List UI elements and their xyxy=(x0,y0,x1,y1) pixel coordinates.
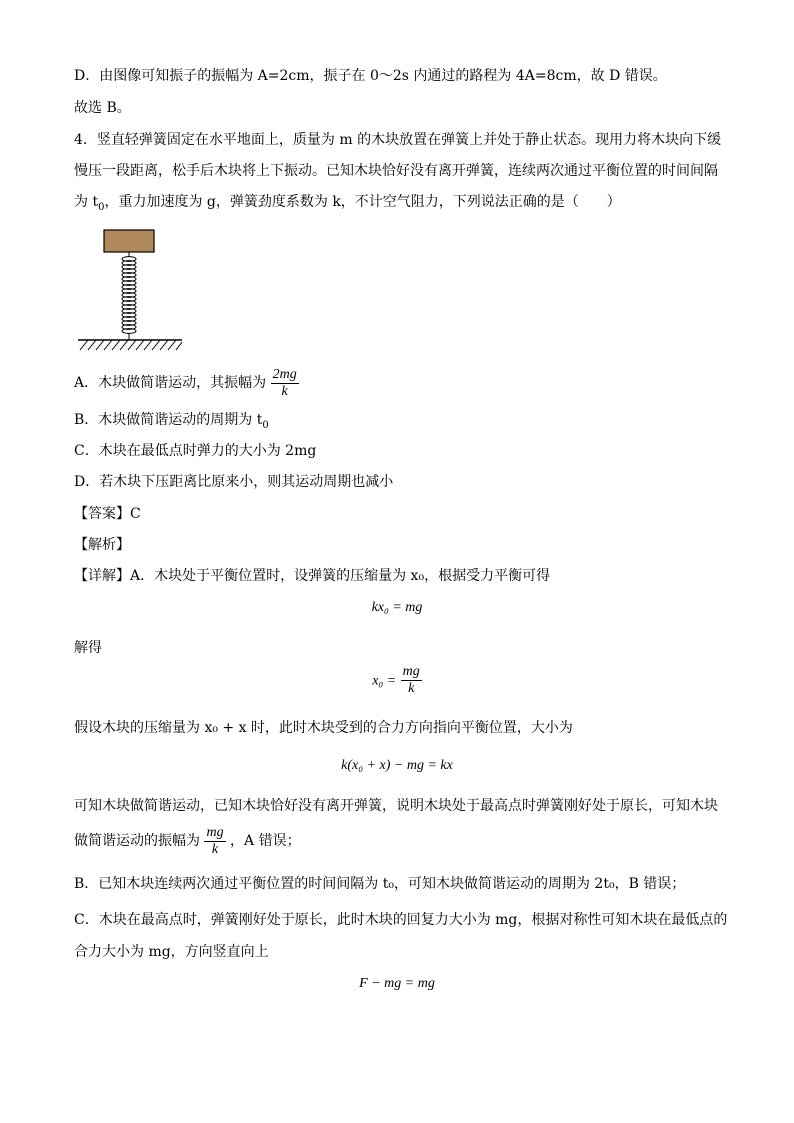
known-line-1: 可知木块做简谐运动，已知木块恰好没有离开弹簧，说明木块处于最高点时弹簧刚好处于原长，可知木块 xyxy=(74,798,718,814)
option-a-fraction xyxy=(271,367,299,400)
option-a-numerator: 2mg xyxy=(272,366,297,382)
eq2-left: x₀ = xyxy=(372,673,397,689)
assume-line: 假设木块的压缩量为 x₀ + x 时，此时木块受到的合力方向指向平衡位置，大小为 xyxy=(74,720,573,736)
option-a xyxy=(74,364,299,402)
q4-line3-a: 为 t xyxy=(74,194,99,210)
known2-denominator: k xyxy=(211,841,219,857)
eq2-denominator: k xyxy=(408,681,415,696)
analysis-label: 【解析】 xyxy=(74,537,130,553)
option-d: D．若木块下压距离比原来小，则其运动周期也减小 xyxy=(74,474,394,490)
equation-4: F − mg = mg xyxy=(359,976,435,991)
question-4-line-1: 4．竖直轻弹簧固定在水平地面上，质量为 m 的木块放置在弹簧上并处于静止状态。现用力将木块向下缓 xyxy=(74,132,722,148)
option-b-sub: 0 xyxy=(262,419,269,431)
ground-hatching xyxy=(78,340,182,350)
question-4-line-2: 慢压一段距离，松手后木块将上下振动。已知木块恰好没有离开弹簧，连续两次通过平衡位置的时间间隔 xyxy=(74,163,718,179)
known2-numerator: mg xyxy=(206,824,224,840)
known2-a: 做简谐运动的振幅为 xyxy=(74,833,200,849)
option-a-denominator: k xyxy=(281,383,288,399)
eq2-fraction xyxy=(401,664,422,697)
known2-b: ，A 错误； xyxy=(230,833,301,849)
choose-statement: 故选 B。 xyxy=(74,100,131,116)
known-line-2 xyxy=(74,822,301,860)
spring-block-figure xyxy=(78,228,188,353)
wood-block xyxy=(104,230,154,252)
solve-label: 解得 xyxy=(74,640,102,656)
c-explanation-line-1: C．木块在最高点时，弹簧刚好处于原长，此时木块的回复力大小为 mg，根据对称性可知木块在最低点的 xyxy=(74,912,728,928)
option-a-text: A．木块做简谐运动，其振幅为 xyxy=(74,375,267,391)
equation-1: kx₀ = mg xyxy=(371,600,423,615)
option-b xyxy=(74,410,269,436)
question-4-line-3 xyxy=(74,192,621,218)
option-c: C．木块在最低点时弹力的大小为 2mg xyxy=(74,443,317,459)
answer-label: 【答案】C xyxy=(74,506,141,522)
q4-line3-b: ，重力加速度为 g，弹簧劲度系数为 k，不计空气阻力，下列说法正确的是（ ） xyxy=(104,194,621,210)
q4-line3-sub: 0 xyxy=(98,201,105,213)
equation-2 xyxy=(0,664,794,697)
c-explanation-line-2: 合力大小为 mg，方向竖直向上 xyxy=(74,944,269,960)
detail-line: 【详解】A．木块处于平衡位置时，设弹簧的压缩量为 x₀，根据受力平衡可得 xyxy=(74,568,551,584)
option-d-previous: D．由图像可知振子的振幅为 A=2cm，振子在 0～2s 内通过的路程为 4A=8cm，故 D 错误。 xyxy=(74,68,667,84)
known2-fraction xyxy=(204,825,225,858)
equation-3: k(x₀ + x) − mg = kx xyxy=(341,758,453,773)
b-explanation: B．已知木块连续两次通过平衡位置的时间间隔为 t₀，可知木块做简谐运动的周期为 2t₀，B 错误； xyxy=(74,876,686,892)
option-b-text: B．木块做简谐运动的周期为 t xyxy=(74,412,263,428)
eq2-numerator: mg xyxy=(402,664,420,679)
spring-coil xyxy=(122,252,136,340)
